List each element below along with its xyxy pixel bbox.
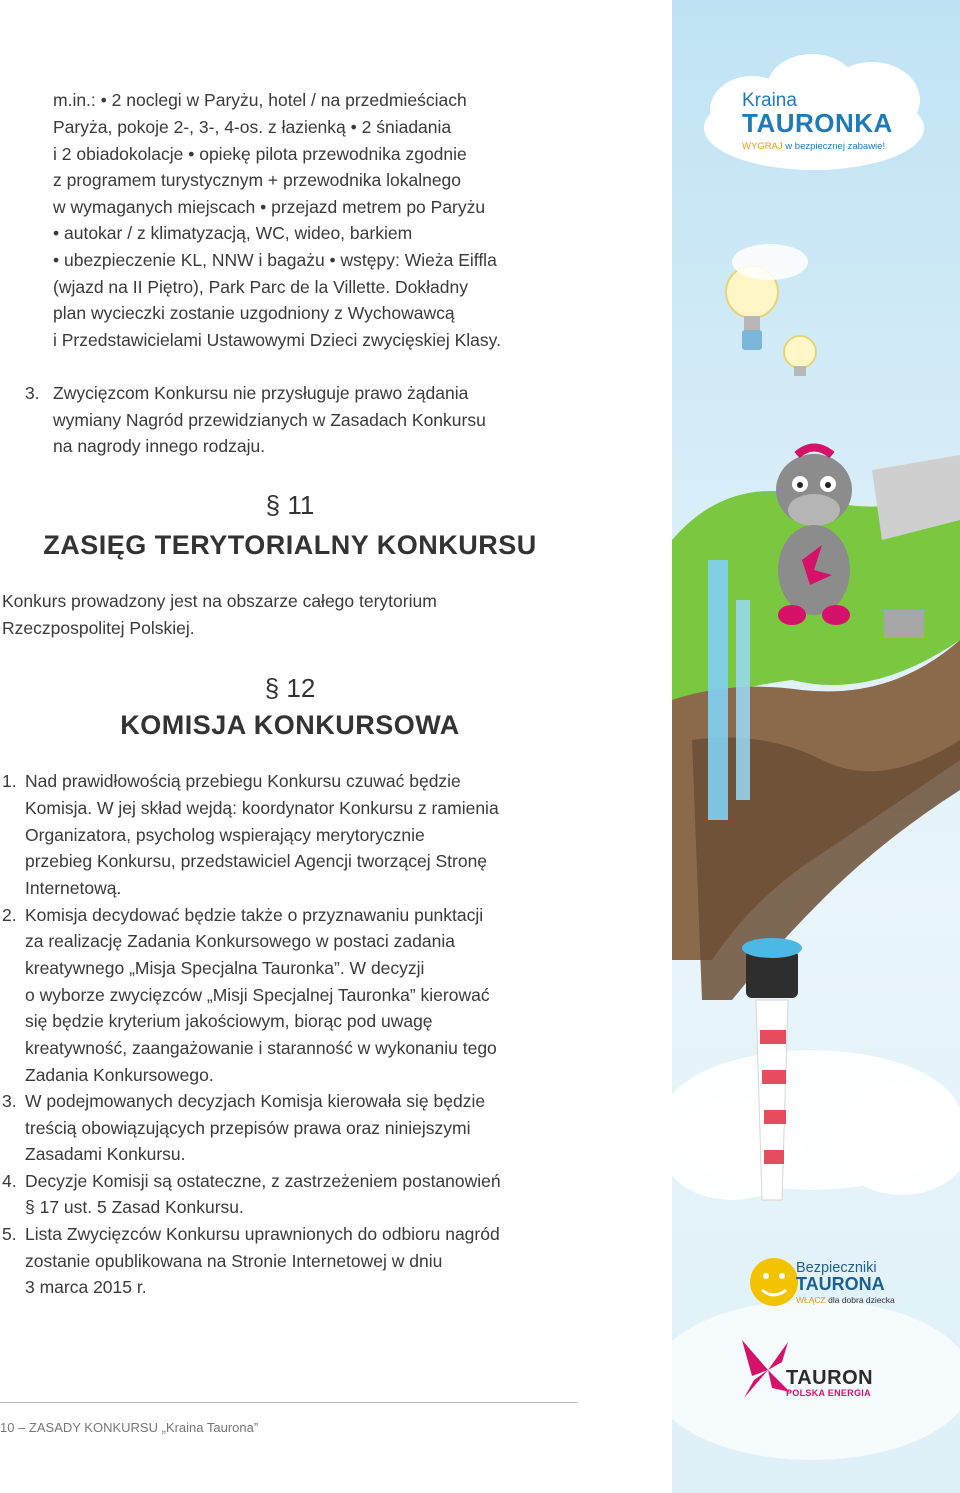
logo-kraina-tagline — [742, 141, 885, 152]
text-line: Zwycięzcom Konkursu nie przysługuje prawo żądania — [53, 383, 469, 403]
item-number: 2. — [2, 905, 17, 925]
logo-bezpieczniki-tagline — [796, 1295, 895, 1305]
logo-tauron-line2: POLSKA ENERGIA — [786, 1388, 871, 1398]
text-line: Konkurs prowadzony jest na obszarze całego terytorium — [2, 591, 437, 611]
text-line: Nad prawidłowością przebiegu Konkursu czuwać będzie — [25, 771, 461, 791]
footer-divider — [0, 1402, 578, 1403]
text-line: na nagrody innego rodzaju. — [53, 436, 266, 456]
text-line: zostanie opublikowana na Stronie Internetowej w dniu — [25, 1251, 443, 1271]
section-title: ZASIĘG TERYTORIALNY KONKURSU — [43, 530, 537, 560]
text-line: Decyzje Komisji są ostateczne, z zastrzeżeniem postanowień — [25, 1171, 501, 1191]
logo-bezpieczniki-line1: Bezpieczniki — [796, 1260, 877, 1276]
section-number: § 12 — [264, 673, 316, 703]
tagline-rest: w bezpiecznej zabawie! — [782, 141, 886, 152]
text-line: i Przedstawicielami Ustawowymi Dzieci zwycięskiej Klasy. — [53, 330, 501, 350]
text-line: Rzeczpospolitej Polskiej. — [2, 618, 195, 638]
section-title: KOMISJA KONKURSOWA — [120, 710, 460, 740]
item-number: 3. — [25, 383, 40, 403]
text-line: Lista Zwycięzców Konkursu uprawnionych do odbioru nagród — [25, 1224, 500, 1244]
logo-tauron-line1: TAURON — [786, 1367, 874, 1389]
item-number: 5. — [2, 1224, 17, 1244]
text-line: W podejmowanych decyzjach Komisja kierowała się będzie — [25, 1091, 486, 1111]
section-number: § 11 — [265, 490, 315, 520]
text-line: kreatywnego „Misja Specjalna Tauronka”. W decyzji — [25, 958, 425, 978]
logo-bezpieczniki-line2: TAURONA — [796, 1274, 885, 1294]
text-line: • autokar / z klimatyzacją, WC, wideo, barkiem — [53, 223, 413, 243]
text-line: • ubezpieczenie KL, NNW i bagażu • wstępy: Wieża Eiffla — [53, 250, 497, 270]
text-line: się będzie kryterium jakościowym, biorąc pod uwagę — [25, 1011, 433, 1031]
text-line: o wyborze zwycięzców „Misji Specjalnej Tauronka” kierować — [25, 985, 490, 1005]
text-line: Organizatora, psycholog wspierający merytorycznie — [25, 825, 425, 845]
text-line: 3 marca 2015 r. — [25, 1277, 147, 1297]
text-line: (wjazd na II Piętro), Park Parc de la Villette. Dokładny — [53, 277, 469, 297]
item-number: 1. — [2, 771, 17, 791]
tagline-accent: WŁĄCZ — [796, 1295, 826, 1305]
item-number: 3. — [2, 1091, 17, 1111]
text-line: wymiany Nagród przewidzianych w Zasadach Konkursu — [53, 410, 486, 430]
logo-kraina-line1: Kraina — [742, 90, 797, 111]
text-line: § 17 ust. 5 Zasad Konkursu. — [25, 1197, 244, 1217]
text-line: Zasadami Konkursu. — [25, 1144, 186, 1164]
text-line: plan wycieczki zostanie uzgodniony z Wychowawcą — [53, 303, 455, 323]
smiley-logo-icon — [750, 1258, 798, 1306]
text-line: za realizację Zadania Konkursowego w postaci zadania — [25, 931, 455, 951]
text-line: i 2 obiadokolacje • opiekę pilota przewodnika zgodnie — [53, 144, 467, 164]
text-line: przebieg Konkursu, przedstawiciel Agencji tworzącej Stronę — [25, 851, 488, 871]
text-line: m.in.: • 2 noclegi w Paryżu, hotel / na przedmieściach — [53, 90, 467, 110]
tagline-rest: dla dobra dziecka — [825, 1295, 895, 1305]
text-line: Zadania Konkursowego. — [25, 1065, 214, 1085]
text-line: z programem turystycznym + przewodnika lokalnego — [53, 170, 462, 190]
logo-kraina-line2: TAURONKA — [742, 108, 893, 138]
text-line: w wymaganych miejscach • przejazd metrem po Paryżu — [53, 197, 486, 217]
text-line: treścią obowiązujących przepisów prawa oraz niniejszymi — [25, 1118, 471, 1138]
text-line: kreatywność, zaangażowanie i staranność w wykonaniu tego — [25, 1038, 497, 1058]
page-footer: 10 – ZASADY KONKURSU „Kraina Taurona” — [0, 1420, 259, 1435]
lightbulb-icon — [726, 244, 816, 376]
item-number: 4. — [2, 1171, 17, 1191]
text-line: Internetową. — [25, 878, 122, 898]
text-line: Paryża, pokoje 2-, 3-, 4-os. z łazienką • 2 śniadania — [53, 117, 452, 137]
tagline-accent: WYGRAJ — [742, 141, 783, 152]
text-line: Komisja decydować będzie także o przyznawaniu punktacji — [25, 905, 484, 925]
text-line: Komisja. W jej skład wejdą: koordynator Konkursu z ramienia — [25, 798, 499, 818]
cloud-icon — [672, 1050, 960, 1460]
